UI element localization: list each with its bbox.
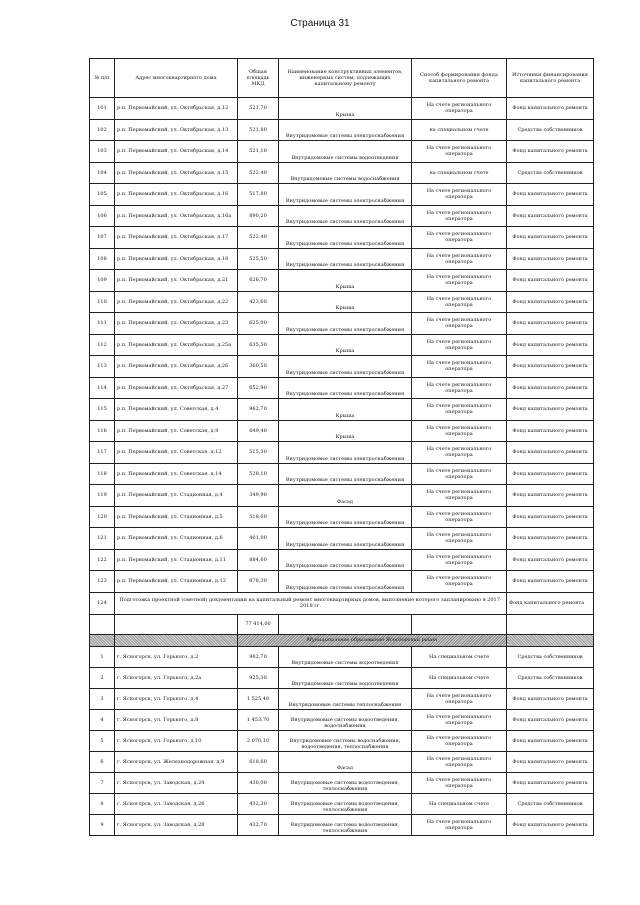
cell-method: На счете регионального оператора — [412, 377, 507, 399]
header-area: Общая площадь МКД — [238, 59, 279, 98]
cell-work: Внутридомовые системы электроснабжения — [279, 549, 412, 571]
cell-area: 1 525,40 — [238, 688, 279, 709]
cell-area: 432,70 — [238, 814, 279, 835]
cell-num: 122 — [90, 549, 115, 571]
table-row — [90, 313, 594, 335]
cell-num: 102 — [90, 119, 115, 141]
table-row — [90, 592, 594, 614]
cell-address: г. Ясногорск, ул. Заводская, д.26 — [115, 793, 238, 814]
cell-address: р.п. Первомайский, ул. Стадионная, д.12 — [115, 571, 238, 593]
cell-source: Средства собственников — [507, 162, 594, 184]
cell-work: Внутридомовые системы водоотведения — [279, 646, 412, 667]
cell-num: 110 — [90, 291, 115, 313]
cell-method: На счете регионального оператора — [412, 549, 507, 571]
cell-address: р.п. Первомайский, ул. Советская, д.4 — [115, 399, 238, 421]
cell-source: Фонд капитального ремонта — [507, 399, 594, 421]
cell-method: на специальном счете — [412, 119, 507, 141]
cell-num: 111 — [90, 313, 115, 335]
cell-area: 518,60 — [238, 506, 279, 528]
table-row — [90, 814, 594, 835]
cell-method: на специальном счете — [412, 162, 507, 184]
cell-method: На счете регионального оператора — [412, 270, 507, 292]
cell-source: Средства собственников — [507, 119, 594, 141]
cell-method: На счете регионального оператора — [412, 334, 507, 356]
cell-work: Внутридомовые системы электроснабжения — [279, 571, 412, 593]
cell-source: Фонд капитального ремонта — [507, 814, 594, 835]
cell-address: р.п. Первомайский, ул. Советская, д.14 — [115, 463, 238, 485]
cell-address: г. Ясногорск, ул. Горького, д.2 — [115, 646, 238, 667]
cell-num: 108 — [90, 248, 115, 270]
cell-source: Фонд капитального ремонта — [507, 420, 594, 442]
cell-source: Фонд капитального ремонта — [507, 592, 594, 614]
table-row — [90, 98, 594, 120]
cell-area: 1 453,70 — [238, 709, 279, 730]
cell-work: Внутридомовые системы водоснабжения — [279, 162, 412, 184]
cell-method: На счете регионального оператора — [412, 442, 507, 464]
cell-area: 522,40 — [238, 162, 279, 184]
cell-work: Внутридомовые системы электроснабжения — [279, 506, 412, 528]
table-row — [90, 420, 594, 442]
cell-method: На счете регионального оператора — [412, 291, 507, 313]
cell-work: Внутридомовые системы водоотведения, водоснабжения — [279, 709, 412, 730]
cell-method: На счете регионального оператора — [412, 420, 507, 442]
table-row — [90, 463, 594, 485]
header-method: Способ формирования фонда капитального ремонта — [412, 59, 507, 98]
table-header-row — [90, 59, 594, 98]
cell-work: Внутридомовые системы электроснабжения — [279, 528, 412, 550]
cell-address: р.п. Первомайский, ул. Октябрьская, д.18 — [115, 248, 238, 270]
cell-source: Фонд капитального ремонта — [507, 377, 594, 399]
cell-num: 4 — [90, 709, 115, 730]
cell-num: 123 — [90, 571, 115, 593]
cell-empty — [279, 614, 412, 634]
cell-source: Фонд капитального ремонта — [507, 709, 594, 730]
cell-address: р.п. Первомайский, ул. Октябрьская, д.13 — [115, 119, 238, 141]
cell-num: 104 — [90, 162, 115, 184]
cell-work: Внутридомовые системы водоотведения, теплоснабжения — [279, 772, 412, 793]
cell-num: 106 — [90, 205, 115, 227]
table-row — [90, 646, 594, 667]
cell-shaded — [90, 634, 115, 646]
cell-work: Внутридомовые системы электроснабжения — [279, 205, 412, 227]
cell-method: На счете регионального оператора — [412, 184, 507, 206]
table-row — [90, 356, 594, 378]
cell-num: 7 — [90, 772, 115, 793]
cell-num: 2 — [90, 667, 115, 688]
header-address: Адрес многоквартирного дома — [115, 59, 238, 98]
cell-num: 121 — [90, 528, 115, 550]
cell-address: г. Ясногорск, ул. Горького, д.2а — [115, 667, 238, 688]
cell-source: Фонд капитального ремонта — [507, 291, 594, 313]
table-row — [90, 270, 594, 292]
cell-work: Внутридомовые системы электроснабжения — [279, 442, 412, 464]
cell-num: 113 — [90, 356, 115, 378]
cell-num: 3 — [90, 688, 115, 709]
cell-area: 618,60 — [238, 751, 279, 772]
cell-source: Фонд капитального ремонта — [507, 506, 594, 528]
cell-area: 515,30 — [238, 442, 279, 464]
cell-address: г. Ясногорск, ул. Горького, д.8 — [115, 709, 238, 730]
cell-source: Фонд капитального ремонта — [507, 227, 594, 249]
cell-area: 360,50 — [238, 356, 279, 378]
cell-address: р.п. Первомайский, ул. Октябрьская, д.17 — [115, 227, 238, 249]
table-row — [90, 119, 594, 141]
table-row — [90, 709, 594, 730]
table-body-summary — [90, 592, 594, 646]
table-row — [90, 141, 594, 163]
cell-method: На счете регионального оператора — [412, 571, 507, 593]
cell-area: 925,30 — [238, 667, 279, 688]
cell-address: г. Ясногорск, ул. Горького, д.10 — [115, 730, 238, 751]
cell-area: 878,30 — [238, 571, 279, 593]
cell-address: р.п. Первомайский, ул. Советская, д.9 — [115, 420, 238, 442]
cell-work: Внутридомовые системы водоотведения — [279, 667, 412, 688]
section-title: Муниципальное образование Ясногорский район — [238, 634, 507, 646]
cell-num: 103 — [90, 141, 115, 163]
cell-work: Внутридомовые системы электроснабжения — [279, 377, 412, 399]
cell-work: Внутридомовые системы электроснабжения — [279, 248, 412, 270]
table-row — [90, 571, 594, 593]
cell-source: Средства собственников — [507, 793, 594, 814]
cell-work: Внутридомовые системы электроснабжения — [279, 356, 412, 378]
cell-source: Фонд капитального ремонта — [507, 205, 594, 227]
cell-address: р.п. Первомайский, ул. Октябрьская, д.23 — [115, 313, 238, 335]
cell-area: 522,40 — [238, 227, 279, 249]
cell-num: 115 — [90, 399, 115, 421]
cell-method: На счете регионального оператора — [412, 709, 507, 730]
cell-work: Фасад — [279, 485, 412, 507]
cell-empty — [507, 614, 594, 634]
cell-num: 109 — [90, 270, 115, 292]
table-row — [90, 442, 594, 464]
cell-address: р.п. Первомайский, ул. Октябрьская, д.27 — [115, 377, 238, 399]
cell-shaded — [507, 634, 594, 646]
cell-source: Фонд капитального ремонта — [507, 528, 594, 550]
cell-area: 890,20 — [238, 205, 279, 227]
cell-method: На счете регионального оператора — [412, 485, 507, 507]
cell-address: р.п. Первомайский, ул. Октябрьская, д.22 — [115, 291, 238, 313]
cell-source: Фонд капитального ремонта — [507, 248, 594, 270]
cell-area: 982,70 — [238, 646, 279, 667]
cell-area: 521,10 — [238, 141, 279, 163]
cell-method: На счете регионального оператора — [412, 98, 507, 120]
cell-address: г. Ясногорск, ул. Заводская, д.28 — [115, 814, 238, 835]
cell-shaded — [115, 634, 238, 646]
cell-method: На счете регионального оператора — [412, 730, 507, 751]
cell-work: Внутридомовые системы электроснабжения — [279, 119, 412, 141]
cell-work: Внутридомовые системы электроснабжения — [279, 313, 412, 335]
cell-method: На специальном счете — [412, 793, 507, 814]
cell-area: 521,70 — [238, 98, 279, 120]
cell-num: 101 — [90, 98, 115, 120]
cell-method: На специальном счете — [412, 646, 507, 667]
cell-address: р.п. Первомайский, ул. Советская, д.12 — [115, 442, 238, 464]
cell-area: 517,80 — [238, 184, 279, 206]
table-row — [90, 485, 594, 507]
section-header-row — [90, 634, 594, 646]
cell-method: На счете регионального оператора — [412, 205, 507, 227]
header-work: Наименование конструктивных элементов, инженерных систем, подлежащих капитальному ремонту — [279, 59, 412, 98]
cell-address: р.п. Первомайский, ул. Стадионная, д.6 — [115, 528, 238, 550]
cell-work: Фасад — [279, 751, 412, 772]
cell-area: 432,20 — [238, 793, 279, 814]
cell-source: Фонд капитального ремонта — [507, 356, 594, 378]
page-title: Страница 31 — [290, 18, 350, 29]
cell-method: На счете регионального оператора — [412, 751, 507, 772]
cell-method: На счете регионального оператора — [412, 688, 507, 709]
cell-source: Фонд капитального ремонта — [507, 141, 594, 163]
cell-work: Внутридомовые системы водоотведения, теплоснабжения — [279, 814, 412, 835]
cell-num: 9 — [90, 814, 115, 835]
table-row — [90, 688, 594, 709]
cell-area: 626,70 — [238, 270, 279, 292]
cell-area: 625,00 — [238, 313, 279, 335]
cell-method: На специальном счете — [412, 667, 507, 688]
cell-method: На счете регионального оператора — [412, 506, 507, 528]
cell-work: Крыша — [279, 270, 412, 292]
table-row — [90, 772, 594, 793]
total-row — [90, 614, 594, 634]
cell-num: 124 — [90, 592, 115, 614]
cell-work: Крыша — [279, 420, 412, 442]
cell-area: 401,00 — [238, 528, 279, 550]
cell-work: Крыша — [279, 334, 412, 356]
cell-address: г. Ясногорск, ул. Железнодорожная, д.9 — [115, 751, 238, 772]
table-row — [90, 205, 594, 227]
table-row — [90, 730, 594, 751]
cell-work: Внутридомовые системы электроснабжения — [279, 227, 412, 249]
cell-work: Внутридомовые системы электроснабжения — [279, 463, 412, 485]
cell-area: 430,00 — [238, 772, 279, 793]
table-row — [90, 528, 594, 550]
cell-method: На счете регионального оператора — [412, 814, 507, 835]
table-row — [90, 227, 594, 249]
cell-work: Внутридомовые системы водоотведения — [279, 141, 412, 163]
cell-address: р.п. Первомайский, ул. Октябрьская, д.21 — [115, 270, 238, 292]
cell-empty — [115, 614, 238, 634]
cell-source: Средства собственников — [507, 646, 594, 667]
header-source: Источники финансирования капитального ремонта — [507, 59, 594, 98]
cell-method: На счете регионального оператора — [412, 528, 507, 550]
cell-num: 117 — [90, 442, 115, 464]
cell-area: 423,60 — [238, 291, 279, 313]
cell-address: р.п. Первомайский, ул. Октябрьская, д.14 — [115, 141, 238, 163]
cell-address: р.п. Первомайский, ул. Стадионная, д.11 — [115, 549, 238, 571]
cell-num: 8 — [90, 793, 115, 814]
cell-method: На счете регионального оператора — [412, 313, 507, 335]
cell-method: На счете регионального оператора — [412, 399, 507, 421]
cell-work: Крыша — [279, 399, 412, 421]
table-row — [90, 291, 594, 313]
cell-num: 1 — [90, 646, 115, 667]
table-row — [90, 334, 594, 356]
cell-source: Фонд капитального ремонта — [507, 313, 594, 335]
cell-num: 114 — [90, 377, 115, 399]
header-num: № п/п — [90, 59, 115, 98]
cell-area: 649,40 — [238, 420, 279, 442]
cell-source: Фонд капитального ремонта — [507, 485, 594, 507]
cell-source: Фонд капитального ремонта — [507, 334, 594, 356]
table-row — [90, 162, 594, 184]
cell-work: Внутридомовые системы электроснабжения — [279, 184, 412, 206]
cell-area: 962,70 — [238, 399, 279, 421]
cell-source: Фонд капитального ремонта — [507, 772, 594, 793]
cell-area: 635,50 — [238, 334, 279, 356]
cell-num: 116 — [90, 420, 115, 442]
table-body-main — [90, 98, 594, 593]
table-row — [90, 399, 594, 421]
table-row — [90, 184, 594, 206]
cell-area: 884,60 — [238, 549, 279, 571]
cell-work: Внутридомовые системы водоотведения, теплоснабжения — [279, 793, 412, 814]
table-row — [90, 248, 594, 270]
cell-area: 521,80 — [238, 119, 279, 141]
cell-address: р.п. Первомайский, ул. Октябрьская, д.16а — [115, 205, 238, 227]
table-row — [90, 793, 594, 814]
table-row — [90, 506, 594, 528]
cell-address: р.п. Первомайский, ул. Октябрьская, д.12 — [115, 98, 238, 120]
table-row — [90, 377, 594, 399]
cell-num: 119 — [90, 485, 115, 507]
cell-num: 120 — [90, 506, 115, 528]
capital-repair-table — [89, 58, 594, 836]
cell-area: 528,10 — [238, 463, 279, 485]
cell-empty — [90, 614, 115, 634]
cell-address: р.п. Первомайский, ул. Стадионная, д.5 — [115, 506, 238, 528]
cell-address: р.п. Первомайский, ул. Стадионная, д.4 — [115, 485, 238, 507]
cell-work: Внутридомовые системы теплоснабжения — [279, 688, 412, 709]
table-row — [90, 667, 594, 688]
cell-method: На счете регионального оператора — [412, 227, 507, 249]
cell-address: р.п. Первомайский, ул. Октябрьская, д.25а — [115, 334, 238, 356]
cell-num: 5 — [90, 730, 115, 751]
cell-num: 6 — [90, 751, 115, 772]
cell-address: р.п. Первомайский, ул. Октябрьская, д.16 — [115, 184, 238, 206]
cell-address: г. Ясногорск, ул. Заводская, д.24 — [115, 772, 238, 793]
total-area: 77 414,00 — [238, 614, 279, 634]
cell-description: Подготовка проектной (сметной) документации на капитальный ремонт многоквартирных домов, выполнение которого запланировано в 2017-2018 гг. — [115, 592, 507, 614]
cell-source: Фонд капитального ремонта — [507, 751, 594, 772]
table-row — [90, 549, 594, 571]
cell-num: 105 — [90, 184, 115, 206]
cell-source: Фонд капитального ремонта — [507, 184, 594, 206]
cell-method: На счете регионального оператора — [412, 463, 507, 485]
cell-method: На счете регионального оператора — [412, 772, 507, 793]
cell-method: На счете регионального оператора — [412, 248, 507, 270]
cell-work: Крыша — [279, 98, 412, 120]
cell-work: Крыша — [279, 291, 412, 313]
cell-area: 349,90 — [238, 485, 279, 507]
cell-empty — [412, 614, 507, 634]
cell-method: На счете регионального оператора — [412, 356, 507, 378]
cell-address: р.п. Первомайский, ул. Октябрьская, д.26 — [115, 356, 238, 378]
cell-source: Средства собственников — [507, 667, 594, 688]
cell-address: р.п. Первомайский, ул. Октябрьская, д.15 — [115, 162, 238, 184]
cell-num: 118 — [90, 463, 115, 485]
cell-area: 652,90 — [238, 377, 279, 399]
cell-area: 525,50 — [238, 248, 279, 270]
table-body-section — [90, 646, 594, 835]
cell-source: Фонд капитального ремонта — [507, 549, 594, 571]
cell-source: Фонд капитального ремонта — [507, 688, 594, 709]
cell-method: На счете регионального оператора — [412, 141, 507, 163]
cell-work: Внутридомовые системы водоснабжения, водоотведения, теплоснабжения — [279, 730, 412, 751]
cell-num: 112 — [90, 334, 115, 356]
cell-source: Фонд капитального ремонта — [507, 571, 594, 593]
cell-address: г. Ясногорск, ул. Горького, д.4 — [115, 688, 238, 709]
cell-source: Фонд капитального ремонта — [507, 98, 594, 120]
table-row — [90, 751, 594, 772]
cell-source: Фонд капитального ремонта — [507, 463, 594, 485]
cell-num: 107 — [90, 227, 115, 249]
cell-source: Фонд капитального ремонта — [507, 270, 594, 292]
cell-source: Фонд капитального ремонта — [507, 730, 594, 751]
cell-source: Фонд капитального ремонта — [507, 442, 594, 464]
cell-area: 2 070,10 — [238, 730, 279, 751]
